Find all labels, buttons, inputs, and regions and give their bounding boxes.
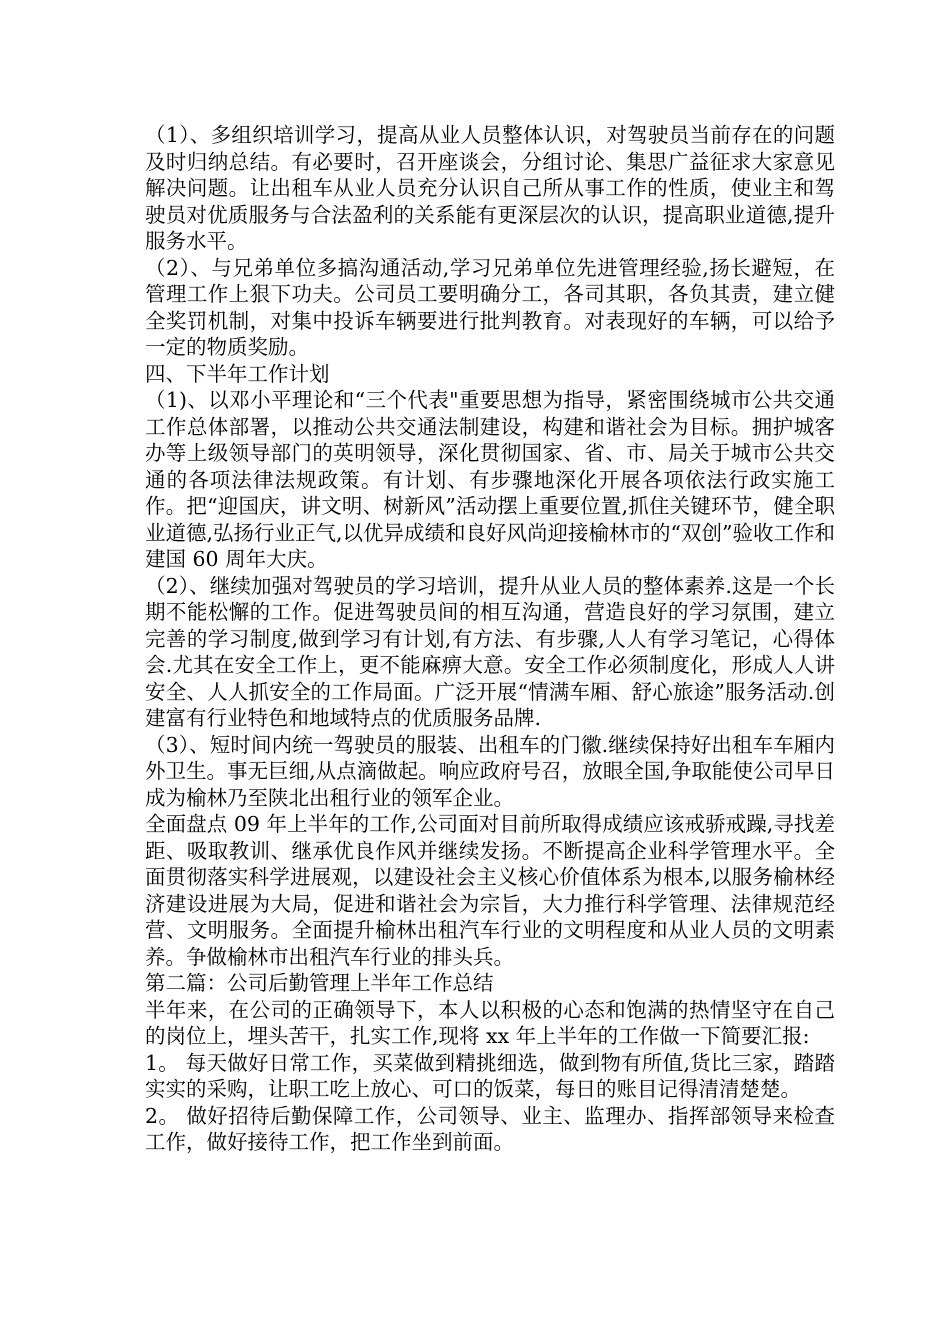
article-title-second: 第二篇：公司后勤管理上半年工作总结 [145,971,494,995]
paragraph-plan-1: （1)、以邓小平理论和“三个代表"重要思想为指导，紧密围绕城市公共交通工作总体部署，以推动公共交通法制建设，构建和谐社会为目标。拥护城客办等上级领导部门的英明领导，深化贯彻国家、省、市、局关于城市公共交通的各项法律法规政策。有计划、有步骤地深化开展各项依法行政实施工作。把“迎国庆，讲文明、树新风”活动摆上重要位置,抓住关键环节，健全职业道德,弘扬行业正气,以优异成绩和良好风尚迎接榆林市的“双创”验收工作和建国 60 周年大庆。 [145,388,835,571]
section-heading-plan: 四、下半年工作计划 [145,361,330,386]
list-item-1: 1。 每天做好日常工作，买菜做到精挑细选，做到物有所值,货比三家，踏踏实实的采购，让职工吃上放心、可口的饭菜，每日的账目记得清清楚楚。 [145,1050,835,1101]
paragraph-intro: 半年来，在公司的正确领导下，本人以积极的心态和饱满的热情坚守在自己的岗位上，埋头苦干，扎实工作,现将 xx 年上半年的工作做一下简要汇报: [145,997,835,1048]
document-body [145,122,835,1156]
paragraph-plan-2: （2）、继续加强对驾驶员的学习培训，提升从业人员的整体素养.这是一个长期不能松懈的工作。促进驾驶员间的相互沟通，营造良好的学习氛围，建立完善的学习制度,做到学习有计划,有方法、有步骤,人人有学习笔记，心得体会.尤其在安全工作上，更不能麻痹大意。安全工作必须制度化，形成人人讲安全、人人抓安全的工作局面。广泛开展“情满车厢、舒心旅途”服务活动.创建富有行业特色和地域特点的优质服务品牌. [145,573,835,730]
paragraph-training: （1）、多组织培训学习，提高从业人员整体认识，对驾驶员当前存在的问题及时归纳总结。有必要时，召开座谈会，分组讨论、集思广益征求大家意见解决问题。让出租车从业人员充分认识自己所从事工作的性质，使业主和驾驶员对优质服务与合法盈利的关系能有更深层次的认识，提高职业道德,提升服务水平。 [145,123,835,253]
paragraph-plan-3: （3）、短时间内统一驾驶员的服装、出租车的门徽.继续保持好出租车车厢内外卫生。事无巨细,从点滴做起。响应政府号召，放眼全国,争取能使公司早日成为榆林乃至陕北出租行业的领军企业。 [145,732,835,810]
paragraph-communication: （2）、与兄弟单位多搞沟通活动,学习兄弟单位先进管理经验,扬长避短，在管理工作上狠下功夫。公司员工要明确分工，各司其职，各负其责，建立健全奖罚机制，对集中投诉车辆要进行批判教育。对表现好的车辆，可以给予一定的物质奖励。 [145,255,835,359]
paragraph-summary: 全面盘点 09 年上半年的工作,公司面对目前所取得成绩应该戒骄戒躁,寻找差距、吸取教训、继承优良作风并继续发扬。不断提高企业科学管理水平。全面贯彻落实科学进展观，以建设社会主义核心价值体系为根本,以服务榆林经济建设进展为大局，促进和谐社会为宗旨，大力推行科学管理、法律规范经营、文明服务。全面提升榆林出租汽车行业的文明程度和从业人员的文明素养。争做榆林市出租汽车行业的排头兵。 [145,812,835,969]
list-item-2: 2。 做好招待后勤保障工作，公司领导、业主、监理办、指挥部领导来检查工作，做好接待工作，把工作坐到前面。 [145,1103,835,1154]
